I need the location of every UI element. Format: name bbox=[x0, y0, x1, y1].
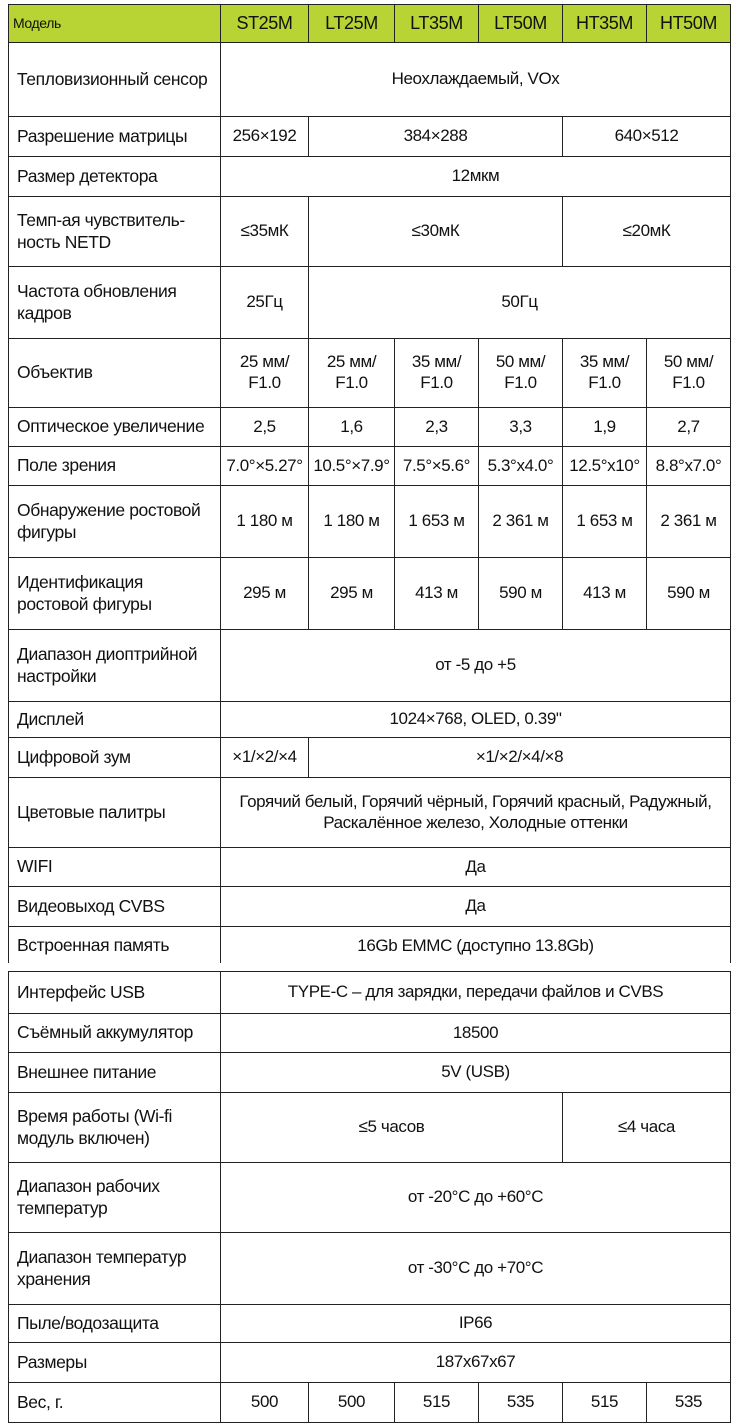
cell-value: 500 bbox=[309, 1383, 395, 1423]
cell-value: 25 мм/ F1.0 bbox=[221, 339, 309, 408]
cell-value: от -5 до +5 bbox=[221, 630, 731, 702]
cell-value: ×1/×2/×4/×8 bbox=[309, 738, 731, 778]
row-label: Цифровой зум bbox=[9, 738, 221, 778]
row-label: Тепловизионный сенсор bbox=[9, 43, 221, 117]
cell-value: 2 361 м bbox=[647, 486, 731, 558]
row-label: Размеры bbox=[9, 1343, 221, 1383]
cell-value: 590 м bbox=[479, 558, 563, 630]
row-label: Встроенная память bbox=[9, 927, 221, 966]
cell-value: от -20°С до +60°С bbox=[221, 1163, 731, 1233]
cell-value: ≤5 часов bbox=[221, 1093, 563, 1163]
header-model-ht50m: HT50M bbox=[647, 5, 731, 43]
row-label: Время работы (Wi-fi модуль включен) bbox=[9, 1093, 221, 1163]
row-detector bbox=[9, 157, 731, 197]
cell-value: от -30°С до +70°С bbox=[221, 1233, 731, 1305]
row-label: Обнаружение ростовой фигуры bbox=[9, 486, 221, 558]
header-model-label: Модель bbox=[9, 5, 221, 43]
header-model-ht35m: HT35M bbox=[563, 5, 647, 43]
row-label: Видеовыход CVBS bbox=[9, 887, 221, 927]
header-model-st25m: ST25M bbox=[221, 5, 309, 43]
row-label: Пыле/водозащита bbox=[9, 1305, 221, 1343]
cell-value: 18500 bbox=[221, 1014, 731, 1053]
row-label: Поле зрения bbox=[9, 447, 221, 486]
cell-value: 35 мм/ F1.0 bbox=[395, 339, 479, 408]
row-label: Диапазон температур хранения bbox=[9, 1233, 221, 1305]
cell-value: 384×288 bbox=[309, 117, 563, 157]
cell-value: 295 м bbox=[309, 558, 395, 630]
cell-value: 2,5 bbox=[221, 408, 309, 447]
cell-value: 515 bbox=[563, 1383, 647, 1423]
row-fov bbox=[9, 447, 731, 486]
specs-table-secondary bbox=[8, 971, 731, 1423]
row-label: Идентификация ростовой фигуры bbox=[9, 558, 221, 630]
cell-value: 1,9 bbox=[563, 408, 647, 447]
cell-value: 8.8°x7.0° bbox=[647, 447, 731, 486]
cell-value: 10.5°×7.9° bbox=[309, 447, 395, 486]
row-label: Вес, г. bbox=[9, 1383, 221, 1423]
header-row bbox=[9, 5, 731, 43]
row-label: Дисплей bbox=[9, 702, 221, 738]
table-separator bbox=[0, 963, 738, 971]
row-wifi bbox=[9, 848, 731, 887]
row-label: Частота обновления кадров bbox=[9, 267, 221, 339]
row-operating-temp bbox=[9, 1163, 731, 1233]
row-label: Оптическое увеличение bbox=[9, 408, 221, 447]
row-magnification bbox=[9, 408, 731, 447]
row-ip bbox=[9, 1305, 731, 1343]
header-model-lt50m: LT50M bbox=[479, 5, 563, 43]
row-identification bbox=[9, 558, 731, 630]
cell-value: ≤20мК bbox=[563, 197, 731, 267]
row-diopter bbox=[9, 630, 731, 702]
row-label: Внешнее питание bbox=[9, 1053, 221, 1093]
cell-value: 50Гц bbox=[309, 267, 731, 339]
cell-value: 256×192 bbox=[221, 117, 309, 157]
cell-value: 500 bbox=[221, 1383, 309, 1423]
cell-value: 50 мм/ F1.0 bbox=[479, 339, 563, 408]
cell-value: Неохлаждаемый, VOx bbox=[221, 43, 731, 117]
row-label: Цветовые палитры bbox=[9, 778, 221, 848]
row-label: Размер детектора bbox=[9, 157, 221, 197]
cell-value: 515 bbox=[395, 1383, 479, 1423]
cell-value: Горячий белый, Горячий чёрный, Горячий красный, Радужный, Раскалённое железо, Холодные оттенки bbox=[221, 778, 731, 848]
cell-value: 1024×768, OLED, 0.39" bbox=[221, 702, 731, 738]
cell-value: 413 м bbox=[563, 558, 647, 630]
cell-value: 5V (USB) bbox=[221, 1053, 731, 1093]
cell-value: 2,7 bbox=[647, 408, 731, 447]
cell-value: 1 653 м bbox=[395, 486, 479, 558]
row-power bbox=[9, 1053, 731, 1093]
cell-value: 535 bbox=[647, 1383, 731, 1423]
row-sensor bbox=[9, 43, 731, 117]
cell-value: IP66 bbox=[221, 1305, 731, 1343]
cell-value: TYPE-C – для зарядки, передачи файлов и CVBS bbox=[221, 972, 731, 1014]
row-runtime bbox=[9, 1093, 731, 1163]
cell-value: 2,3 bbox=[395, 408, 479, 447]
row-usb bbox=[9, 972, 731, 1014]
row-label: Темп-ая чувствитель-ность NETD bbox=[9, 197, 221, 267]
row-storage-temp bbox=[9, 1233, 731, 1305]
cell-value: 295 м bbox=[221, 558, 309, 630]
row-label: Диапазон диоптрийной настройки bbox=[9, 630, 221, 702]
header-model-lt35m: LT35M bbox=[395, 5, 479, 43]
cell-value: 535 bbox=[479, 1383, 563, 1423]
row-label: Интерфейс USB bbox=[9, 972, 221, 1014]
row-zoom bbox=[9, 738, 731, 778]
cell-value: 1 653 м bbox=[563, 486, 647, 558]
row-palettes bbox=[9, 778, 731, 848]
row-resolution bbox=[9, 117, 731, 157]
cell-value: ≤30мК bbox=[309, 197, 563, 267]
row-label: Объектив bbox=[9, 339, 221, 408]
cell-value: ×1/×2/×4 bbox=[221, 738, 309, 778]
row-netd bbox=[9, 197, 731, 267]
cell-value: 12.5°x10° bbox=[563, 447, 647, 486]
cell-value: 12мкм bbox=[221, 157, 731, 197]
row-weight bbox=[9, 1383, 731, 1423]
cell-value: 25 мм/ F1.0 bbox=[309, 339, 395, 408]
cell-value: 413 м bbox=[395, 558, 479, 630]
cell-value: ≤4 часа bbox=[563, 1093, 731, 1163]
cell-value: 1 180 м bbox=[309, 486, 395, 558]
row-size bbox=[9, 1343, 731, 1383]
cell-value: 35 мм/ F1.0 bbox=[563, 339, 647, 408]
cell-value: 187х67х67 bbox=[221, 1343, 731, 1383]
cell-value: 5.3°x4.0° bbox=[479, 447, 563, 486]
row-display bbox=[9, 702, 731, 738]
row-label: Разрешение матрицы bbox=[9, 117, 221, 157]
cell-value: 3,3 bbox=[479, 408, 563, 447]
cell-value: 7.0°×5.27° bbox=[221, 447, 309, 486]
specs-table-main bbox=[8, 4, 731, 966]
row-battery bbox=[9, 1014, 731, 1053]
cell-value: Да bbox=[221, 887, 731, 927]
cell-value: 590 м bbox=[647, 558, 731, 630]
row-label: Съёмный аккумулятор bbox=[9, 1014, 221, 1053]
cell-value: 2 361 м bbox=[479, 486, 563, 558]
row-lens bbox=[9, 339, 731, 408]
cell-value: ≤35мК bbox=[221, 197, 309, 267]
cell-value: 640×512 bbox=[563, 117, 731, 157]
cell-value: 16Gb EMMC (доступно 13.8Gb) bbox=[221, 927, 731, 966]
cell-value: 50 мм/ F1.0 bbox=[647, 339, 731, 408]
row-label: WIFI bbox=[9, 848, 221, 887]
cell-value: 1 180 м bbox=[221, 486, 309, 558]
row-memory bbox=[9, 927, 731, 966]
cell-value: Да bbox=[221, 848, 731, 887]
header-model-lt25m: LT25M bbox=[309, 5, 395, 43]
row-framerate bbox=[9, 267, 731, 339]
cell-value: 7.5°×5.6° bbox=[395, 447, 479, 486]
cell-value: 1,6 bbox=[309, 408, 395, 447]
row-label: Диапазон рабочих температур bbox=[9, 1163, 221, 1233]
cell-value: 25Гц bbox=[221, 267, 309, 339]
row-cvbs bbox=[9, 887, 731, 927]
row-detection bbox=[9, 486, 731, 558]
